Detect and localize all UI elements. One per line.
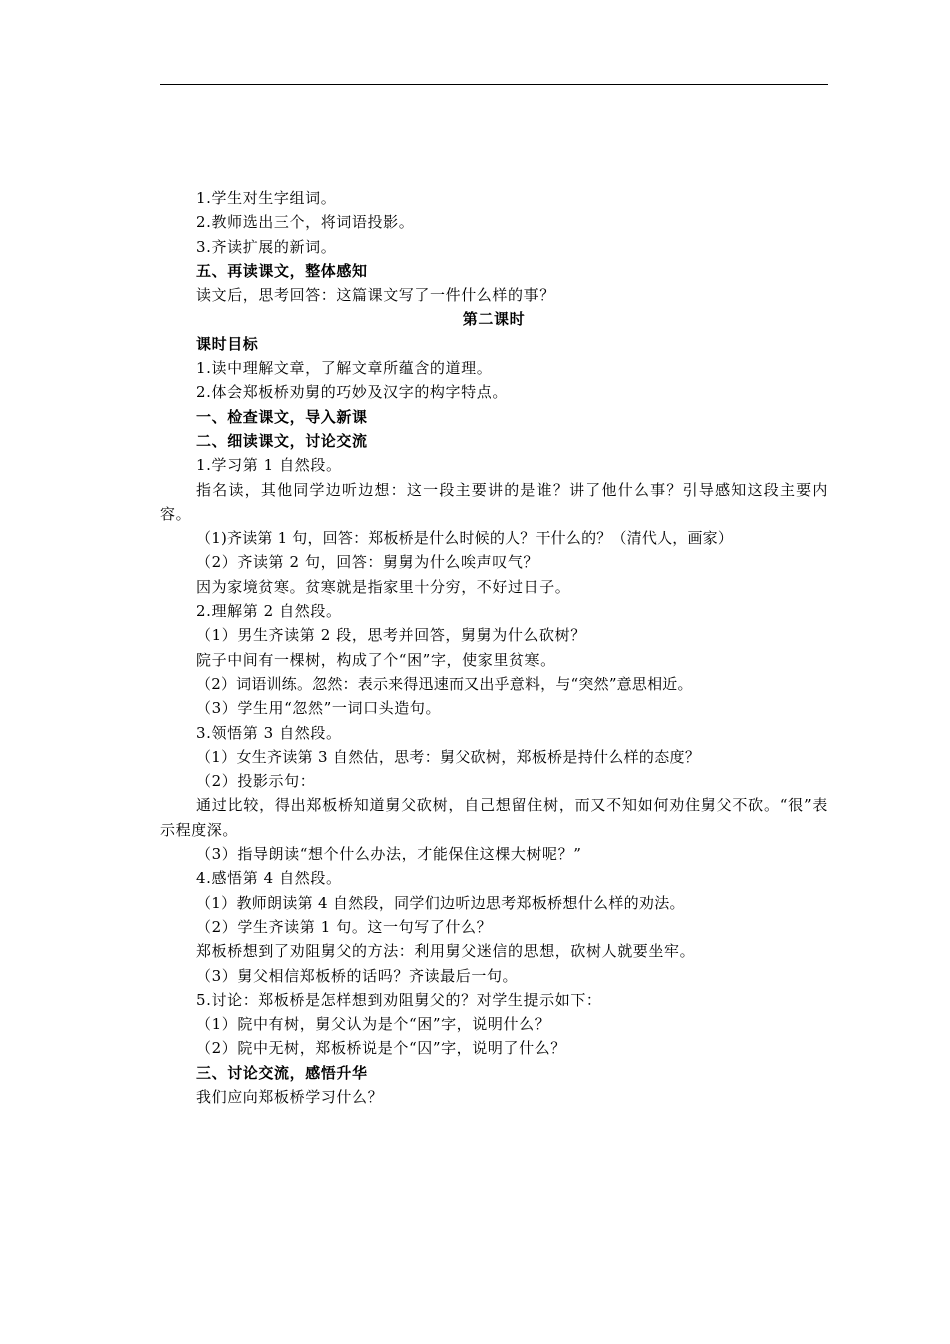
text-line: 5.讨论：郑板桥是怎样想到劝阻舅父的？对学生提示如下：: [196, 990, 602, 1009]
text-line: 院子中间有一棵树，构成了个“困”字，使家里贫寒。: [196, 650, 556, 669]
text-line: 2.教师选出三个，将词语投影。: [196, 213, 415, 232]
text-line: 1.读中理解文章，了解文章所蕴含的道理。: [196, 359, 493, 378]
text-line: （1）院中有树，舅父认为是个“困”字，说明什么？: [196, 1015, 551, 1034]
section-heading: 三、讨论交流，感悟升华: [196, 1063, 368, 1082]
text-line: （2）学生齐读第 1 句。这一句写了什么？: [196, 917, 493, 936]
text-line: 因为家境贫寒。贫寒就是指家里十分穷，不好过日子。: [196, 577, 571, 596]
text-line: 2.体会郑板桥劝舅的巧妙及汉字的构字特点。: [196, 383, 508, 402]
text-line: 郑板桥想到了劝阻舅父的方法：利用舅父迷信的思想，砍树人就要坐牢。: [196, 942, 696, 961]
text-line: （1)齐读第 1 句，回答：郑板桥是什么时候的人？干什么的？（清代人，画家）: [196, 529, 734, 548]
text-line: 4.感悟第 4 自然段。: [196, 869, 342, 888]
section-heading: 课时目标: [196, 334, 259, 353]
text-line: （3）舅父相信郑板桥的话吗？齐读最后一句。: [196, 966, 519, 985]
text-line: （2）院中无树，郑板桥说是个“囚”字，说明了什么？: [196, 1039, 566, 1058]
text-line: 我们应向郑板桥学习什么？: [196, 1087, 384, 1106]
text-line: 读文后，思考回答：这篇课文写了一件什么样的事？: [196, 286, 555, 305]
text-line: 1.学生对生字组词。: [196, 189, 337, 207]
section-heading: 一、检查课文，导入新课: [196, 407, 368, 426]
text-line: 3.齐读扩展的新词。: [196, 237, 337, 256]
text-line: （3）指导朗读“想个什么办法，才能保住这棵大树呢？”: [196, 845, 582, 864]
text-line: 1.学习第 1 自然段。: [196, 456, 342, 475]
text-line: （1）女生齐读第 3 自然估，思考：舅父砍树，郑板桥是持什么样的态度？: [196, 747, 701, 766]
text-line: （3）学生用“忽然”一词口头造句。: [196, 699, 442, 718]
header-rule: [160, 84, 828, 85]
section-heading: 五、再读课文，整体感知: [196, 261, 368, 280]
text-line: （2）齐读第 2 句，回答：舅舅为什么唉声叹气？: [196, 553, 540, 572]
text-line: （2）词语训练。忽然：表示来得迅速而又出乎意料，与“突然”意思相近。: [196, 674, 693, 693]
paragraph: 指名读，其他同学边听边想：这一段主要讲的是谁？讲了他什么事？引导感知这段主要内容。: [160, 480, 828, 523]
lesson-title: 第二课时: [462, 310, 526, 329]
text-line: 2.理解第 2 自然段。: [196, 602, 342, 621]
paragraph: 通过比较，得出郑板桥知道舅父砍树，自己想留住树，而又不知如何劝住舅父不砍。“很”表示程度深。: [160, 796, 828, 839]
document-body: [160, 186, 828, 1109]
text-line: 3.领悟第 3 自然段。: [196, 723, 342, 742]
text-line: （1）教师朗读第 4 自然段，同学们边听边思考郑板桥想什么样的劝法。: [196, 893, 685, 912]
text-line: （1）男生齐读第 2 段，思考并回答，舅舅为什么砍树？: [196, 626, 586, 645]
text-line: （2）投影示句：: [196, 772, 316, 791]
section-heading: 二、细读课文，讨论交流: [196, 431, 368, 450]
